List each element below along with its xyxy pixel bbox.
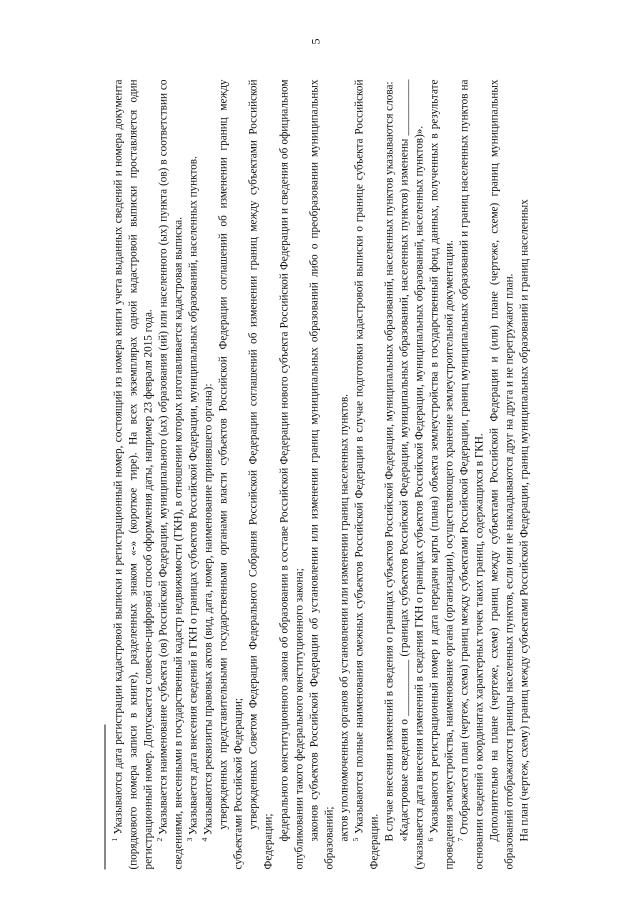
footnote-text: утвержденных представительными государственными органами власти субъектов Российской Федерации соглашений об изменении границ между субъектами Российской Федерации; (217, 79, 245, 870)
page-number: 5 (308, 38, 323, 45)
footnote-1 (109, 79, 157, 870)
footnote-4-item (247, 80, 277, 870)
footnote-marker: 6 (425, 837, 435, 842)
footnote-5 (352, 80, 382, 870)
footnote-text: законов субъектов Российской Федерации об установлении или изменении границ муниципальных образований либо о преобразовании муниципальных образований; (308, 79, 336, 870)
footnote-4-item (307, 80, 337, 870)
footnote-text: В случае внесения изменений в сведения о границах субъектов Российской Федерации, муниципальных образований, населенных пунктов указываются слова: (383, 81, 396, 842)
footnote-text: Дополнительно на плане (чертеже, схеме) границ между субъектами Российской Федерации и (или) плане (чертеже, схеме) границ муниципальных образований отображаются границы населенных пунктов, если они не накладываются друг на друга и не перегружают план. (488, 79, 516, 870)
rotated-page-content (61, 30, 581, 875)
footnotes-block (105, 80, 533, 870)
footnote-4 (202, 80, 217, 870)
footnote-4-item (277, 80, 307, 870)
footnote-text: Отображается план (чертеж, схема) границ между субъектами Российской Федерации, границ муниципальных образований и границ населенных пунктов на основании сведений о координатах характерных точек таких границ, содержащихся в ГКН. (458, 79, 486, 870)
footnote-3 (187, 80, 202, 870)
footnote-text: Указываются дата регистрации кадастровой выписки и регистрационный номер, состоящий из номера книги учета выданных сведений и номера документа (порядкового номера записи в книге), разделенных знаком «-» (короткое тире). На всех экземплярах одной кадастровой выписки проставляется один регистрационный номер. Допускается словесно-цифровой способ оформления даты, например 23 февраля 2015 года. (112, 79, 155, 870)
footnote-text: федерального конституционного закона об образовании в составе Российской Федерации нового субъекта Российской Федерации и сведения об официальном опубликовании такого федерального конституционного закона; (278, 79, 306, 870)
footnote-marker: 3 (185, 837, 194, 842)
footnote-5-paragraph (382, 80, 397, 870)
footnote-text: Указывается дата внесения сведений в ГКН о границах субъектов Российской Федерации, муниципальных образований, населенных пунктов. (187, 156, 200, 835)
footnote-marker: 2 (154, 837, 164, 842)
footnote-text: Указываются регистрационный номер и дата передачи карты (плана) объекта землеустройства в государственный фонд данных, полученных в результате проведения землеустройства, наименование органа (организации), осуществляющего хранение землеустроительной документации. (428, 79, 456, 870)
page-number-area (61, 30, 581, 54)
footnote-7-paragraph (518, 80, 533, 870)
footnote-6 (427, 80, 457, 870)
footnote-7-paragraph (488, 80, 518, 870)
footnote-marker: 5 (350, 837, 360, 842)
footnote-4-item (337, 80, 352, 870)
footnote-text: На план (чертеж, схему) границ между субъектами Российской Федерации, границ муниципальных образований и границ населенных (518, 199, 531, 842)
footnote-text: актов уполномоченных органов об установлении или изменении границ населенных пунктов. (338, 393, 351, 842)
footnote-marker: 1 (109, 837, 119, 842)
footnote-separator-line (105, 725, 106, 870)
footnote-marker: 4 (200, 837, 210, 842)
footnote-7 (455, 79, 488, 870)
footnote-marker: 7 (455, 837, 465, 842)
footnote-5-template (397, 80, 427, 870)
footnote-text: «Кадастровые сведения о __________ (границах субъектов Российской Федерации, муниципальных образований, населенных пунктов) изменены __________ (указывается дата внесения изменений в сведения ГКН о границах субъектов Российской Федерации, муниципальных образований, населенных пунктов)». (398, 79, 426, 870)
footnote-text: Указывается наименование субъекта (ов) Российской Федерации, муниципального (ых) образования (ий) или населенного (ых) пункта (ов) в соответствии со сведениями, внесенными в государственный кадастр недвижимости (ГКН), в отношении которых изготавливается кадастровая выписка. (157, 79, 185, 870)
footnote-text: Указываются реквизиты правовых актов (вид, дата, номер, наименование принявшего органа): (202, 383, 215, 835)
footnote-4-item (217, 80, 247, 870)
footnote-2 (154, 79, 187, 870)
footnote-text: утвержденных Советом Федерации Федерального Собрания Российской Федерации соглашений об изменении границ между субъектами Российской Федерации; (247, 79, 275, 870)
footnote-text: Указываются полные наименования смежных субъектов Российской Федерации в случае подготовки кадастровой выписки о границе субъекта Российской Федерации. (353, 79, 381, 870)
